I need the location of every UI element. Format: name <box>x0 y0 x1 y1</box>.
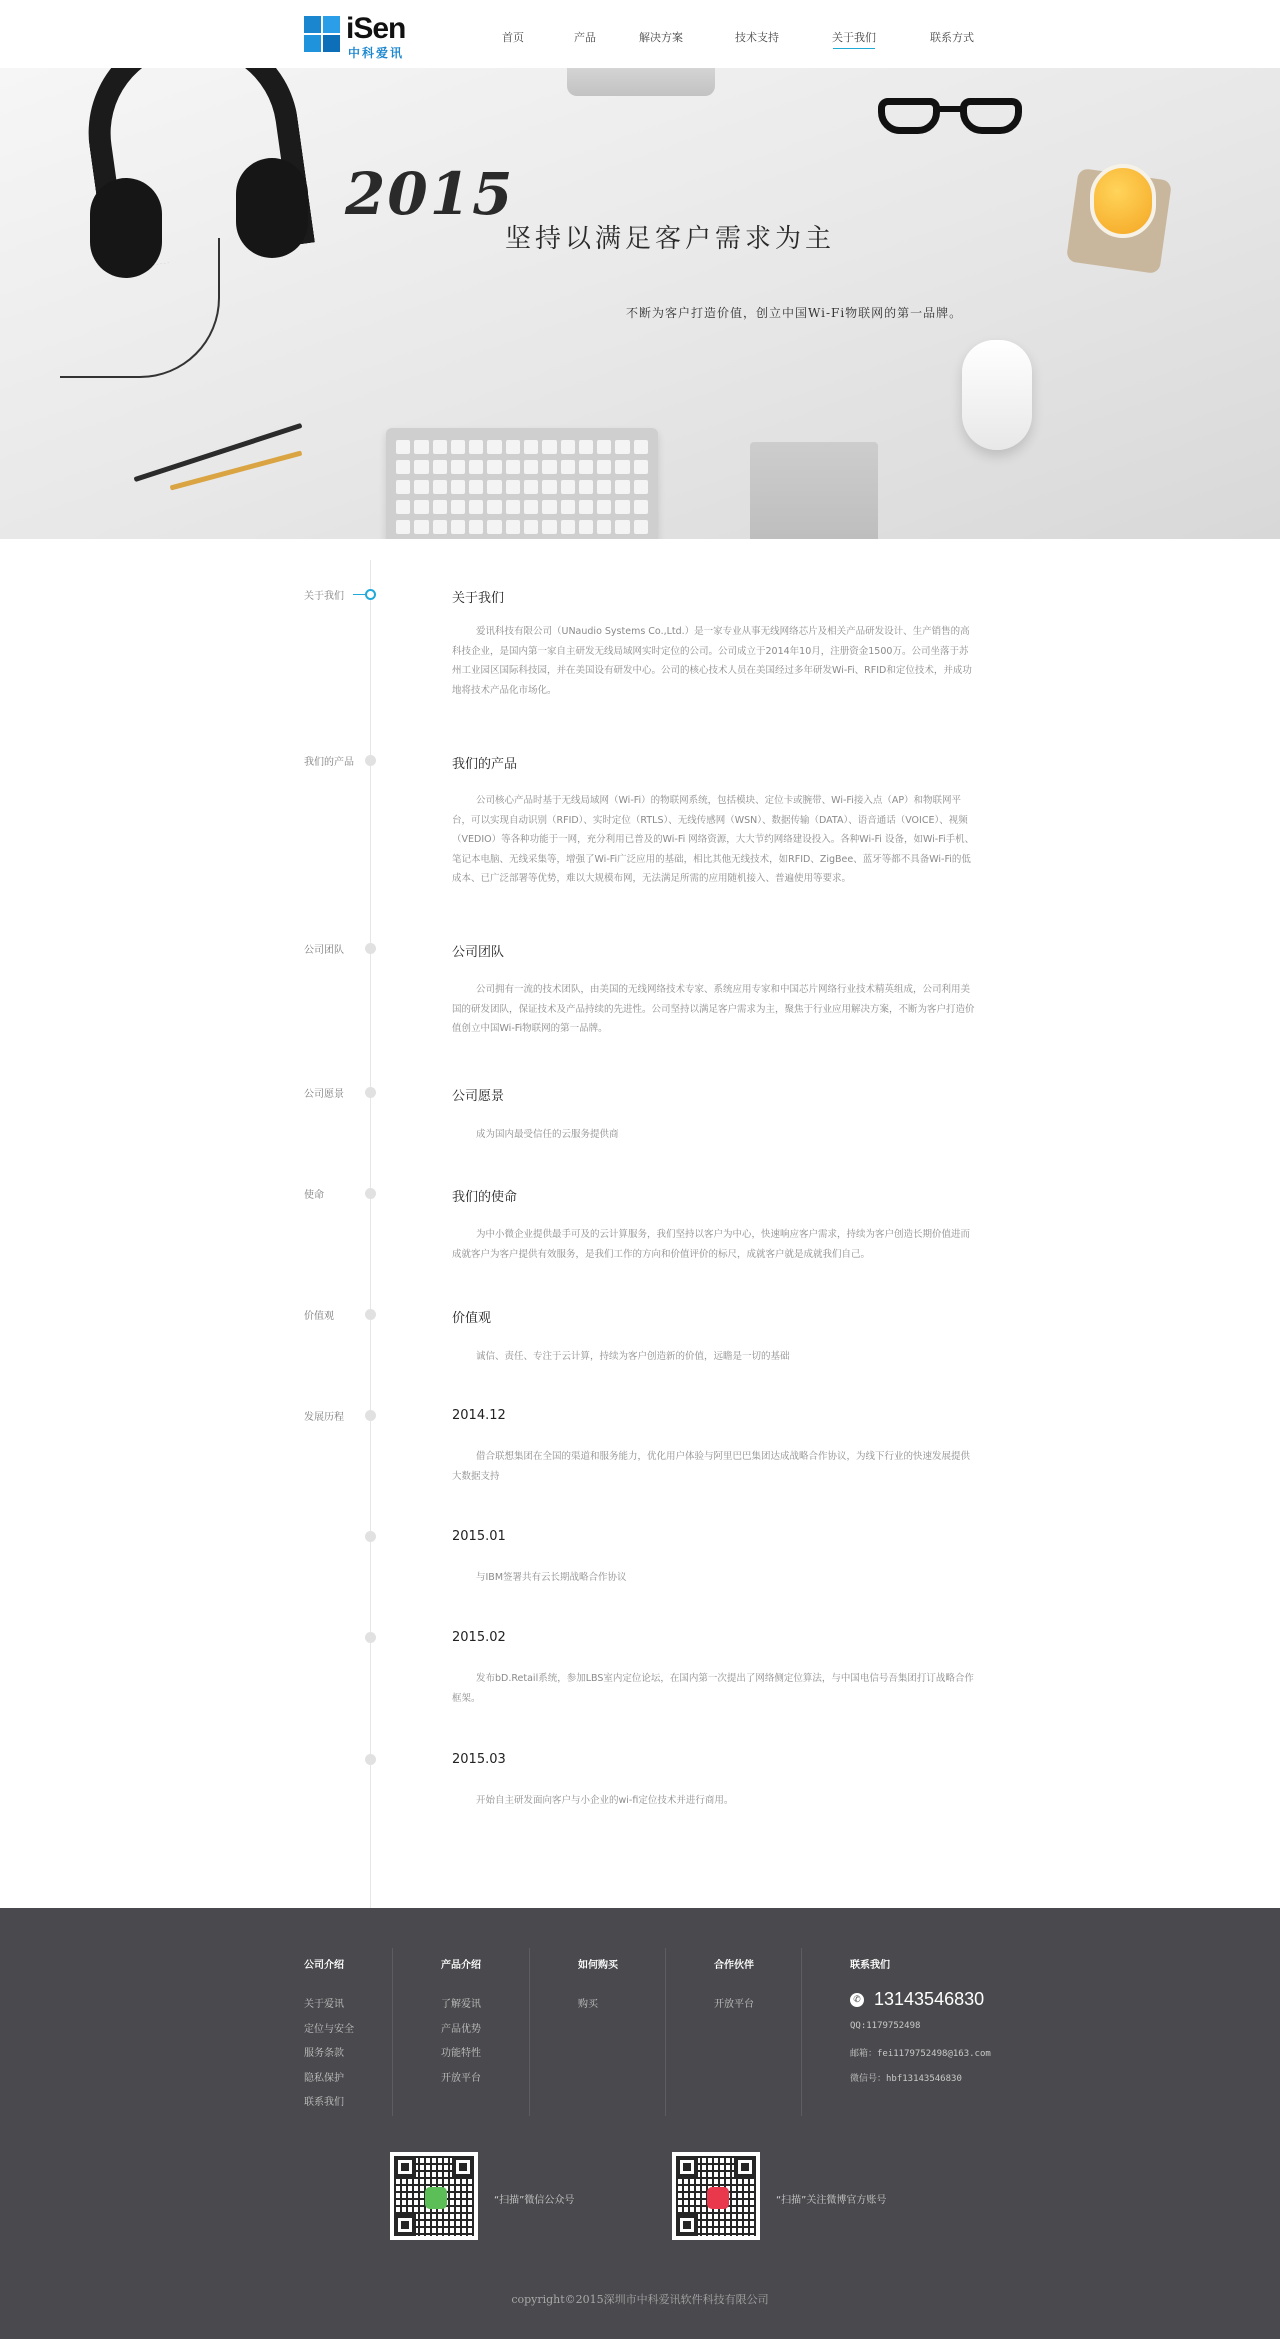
site-header <box>0 0 1280 68</box>
section-title: 价值观 <box>452 1311 492 1326</box>
timeline-dot <box>365 1531 376 1542</box>
nav-home[interactable]: 首页 <box>502 31 524 44</box>
qr-code-wechat <box>390 2152 478 2240</box>
tablet-decoration <box>750 442 878 539</box>
logo-name: iSen <box>346 12 406 45</box>
glasses-icon <box>878 90 1026 138</box>
hero-year: 2015 <box>345 160 515 228</box>
section-title: 我们的产品 <box>452 757 518 772</box>
history-date: 2015.02 <box>452 1630 506 1645</box>
nav-tech-support[interactable]: 技术支持 <box>735 31 779 44</box>
footer-divider <box>529 1948 530 2116</box>
nav-solutions[interactable]: 解决方案 <box>639 31 683 44</box>
nav-about-us[interactable]: 关于我们 <box>822 0 886 68</box>
side-label-values[interactable]: 价值观 <box>304 1311 334 1322</box>
section-body: 爱讯科技有限公司（UNaudio Systems Co.,Ltd.）是一家专业从事无线网络芯片及相关产品研发设计、生产销售的高科技企业，是国内第一家自主研发无线局域网实时定位的公司。公司成立于2014年10月，注册资金1500万。公司坐落于苏州工业园区国际科技园，并在美国设有研发中心。公司的核心技术人员在美国经过多年研发Wi-Fi、RFID和定位技术，并成功地将技术产品化市场化。 <box>452 626 972 696</box>
section-title: 公司团队 <box>452 945 505 960</box>
headphone-cup-right <box>236 158 308 258</box>
section-body: 公司核心产品时基于无线局域网（Wi-Fi）的物联网系统，包括模块、定位卡或腕带、Wi-Fi接入点（AP）和物联网平台，可以实现自动识别（RFID）、实时定位（RTLS）、无线传感网（WSN）、数据传输（DATA）、语音通话（VOICE）、视频（VEDIO）等各种功能于一网，充分利用已普及的Wi-Fi 网络资源，大大节约网络建设投入。各种Wi-Fi 设备，如Wi-Fi手机、笔记本电脑、无线采集等，增强了Wi-Fi广泛应用的基础，相比其他无线技术，如RFID、ZigBee、蓝牙等都不具备Wi-Fi的低成本、已广泛部署等优势，难以大规模布网，无法满足所需的应用随机接入、普遍使用等要求。 <box>452 795 975 884</box>
history-date: 2015.03 <box>452 1752 506 1767</box>
footer-link[interactable]: 关于爱讯 <box>304 1999 344 2010</box>
footer-col-title: 公司介绍 <box>304 1960 344 1971</box>
qr-code-weibo <box>672 2152 760 2240</box>
hero-subline: 不断为客户打造价值，创立中国Wi-Fi物联网的第一品牌。 <box>626 306 963 320</box>
side-label-about[interactable]: 关于我们 <box>304 591 344 602</box>
site-footer <box>0 1908 1280 2339</box>
timeline-dot <box>365 1188 376 1199</box>
footer-link[interactable]: 定位与安全 <box>304 2023 354 2035</box>
footer-col-contact <box>850 1956 890 1993</box>
section-body: 诚信、责任、专注于云计算，持续为客户创造新的价值，远瞻是一切的基础 <box>476 1351 790 1362</box>
footer-link[interactable]: 功能特性 <box>441 2048 481 2059</box>
site-logo[interactable] <box>304 12 414 60</box>
footer-phone[interactable] <box>850 1989 984 2010</box>
footer-link[interactable]: 联系我们 <box>304 2097 344 2108</box>
footer-col-title: 如何购买 <box>578 1960 618 1971</box>
wechat-icon <box>425 2187 447 2209</box>
footer-link[interactable]: 产品优势 <box>441 2023 481 2035</box>
laptop-decoration <box>567 68 715 96</box>
main-nav <box>485 0 984 68</box>
section-body: 为中小微企业提供最手可及的云计算服务，我们坚持以客户为中心，快速响应客户需求，持续为客户创造长期价值进而成就客户为客户提供有效服务，是我们工作的方向和价值评价的标尺，成就客户就是成就我们自己。 <box>452 1229 971 1260</box>
phone-number: 13143546830 <box>874 1989 985 2009</box>
section-title: 关于我们 <box>452 591 505 606</box>
qr-label-wechat: “扫描”微信公众号 <box>494 2195 575 2206</box>
footer-wechat-id: 微信号：hbf13143546830 <box>850 2074 962 2084</box>
hero-slogan: 坚持以满足客户需求为主 <box>505 224 836 254</box>
qr-label-weibo: “扫描”关注微博官方账号 <box>776 2195 887 2206</box>
footer-col-title: 合作伙伴 <box>714 1960 754 1971</box>
footer-col-title: 产品介绍 <box>441 1960 481 1971</box>
history-body: 与IBM签署共有云长期战略合作协议 <box>476 1572 627 1583</box>
history-body: 借合联想集团在全国的渠道和服务能力，优化用户体验与阿里巴巴集团达成战略合作协议，为线下行业的快速发展提供大数据支持 <box>452 1451 971 1482</box>
side-label-mission[interactable]: 使命 <box>304 1190 324 1201</box>
footer-divider <box>801 1948 802 2116</box>
section-title: 我们的使命 <box>452 1190 518 1205</box>
nav-contact[interactable]: 联系方式 <box>930 31 974 44</box>
footer-col-products <box>441 1956 481 2091</box>
timeline-dot-active <box>365 589 376 600</box>
nav-products[interactable]: 产品 <box>574 31 596 44</box>
history-body: 开始自主研发面向客户与小企业的wi-fi定位技术并进行商用。 <box>476 1795 734 1806</box>
footer-col-title: 联系我们 <box>850 1960 890 1971</box>
side-label-team[interactable]: 公司团队 <box>304 945 344 956</box>
timeline-dot <box>365 1309 376 1320</box>
juice-glass-icon <box>1090 164 1156 238</box>
footer-col-buy <box>578 1956 618 2018</box>
headphone-cable <box>60 238 220 378</box>
footer-email[interactable]: 邮箱：fei1179752498@163.com <box>850 2049 991 2059</box>
footer-qq: QQ:1179752498 <box>850 2021 921 2031</box>
pencil-icon <box>170 450 303 490</box>
history-date: 2014.12 <box>452 1408 506 1423</box>
timeline-dot <box>365 1410 376 1421</box>
footer-link[interactable]: 了解爱讯 <box>441 1999 481 2010</box>
logo-subtitle: 中科爱讯 <box>348 46 405 60</box>
side-label-history[interactable]: 发展历程 <box>304 1412 344 1423</box>
history-body: 发布bD.Retail系统，参加LBS室内定位论坛，在国内第一次提出了网络侧定位算法，与中国电信号吾集团打订战略合作框架。 <box>452 1673 974 1704</box>
footer-link[interactable]: 开放平台 <box>714 1999 754 2010</box>
side-label-products[interactable]: 我们的产品 <box>304 757 354 768</box>
history-date: 2015.01 <box>452 1529 506 1544</box>
section-title: 公司愿景 <box>452 1089 505 1104</box>
weibo-icon <box>707 2187 729 2209</box>
section-body: 公司拥有一流的技术团队，由美国的无线网络技术专家、系统应用专家和中国芯片网络行业技术精英组成，公司利用美国的研发团队，保证技术及产品持续的先进性。公司坚持以满足客户需求为主，聚焦于行业应用解决方案，不断为客户打造价值创立中国Wi-Fi物联网的第一品牌。 <box>452 984 975 1034</box>
timeline-dot <box>365 943 376 954</box>
footer-divider <box>665 1948 666 2116</box>
footer-col-company <box>304 1956 354 2116</box>
footer-link[interactable]: 隐私保护 <box>304 2072 344 2084</box>
hero-banner <box>0 68 1280 539</box>
footer-divider <box>392 1948 393 2116</box>
phone-icon: ✆ <box>850 1993 864 2007</box>
timeline-dot <box>365 1632 376 1643</box>
timeline-dot <box>365 755 376 766</box>
side-label-vision[interactable]: 公司愿景 <box>304 1089 344 1100</box>
mouse-icon <box>962 340 1032 450</box>
timeline-dot <box>365 1087 376 1098</box>
logo-mark-icon <box>304 16 340 52</box>
footer-link[interactable]: 服务条款 <box>304 2048 344 2059</box>
timeline-dot <box>365 1754 376 1765</box>
keyboard-icon <box>386 428 658 539</box>
footer-col-partners <box>714 1956 754 2018</box>
footer-link[interactable]: 购买 <box>578 1999 598 2010</box>
section-body: 成为国内最受信任的云服务提供商 <box>476 1129 619 1140</box>
copyright: copyright©2015深圳市中科爱讯软件科技有限公司 <box>511 2293 769 2306</box>
footer-link[interactable]: 开放平台 <box>441 2072 481 2084</box>
